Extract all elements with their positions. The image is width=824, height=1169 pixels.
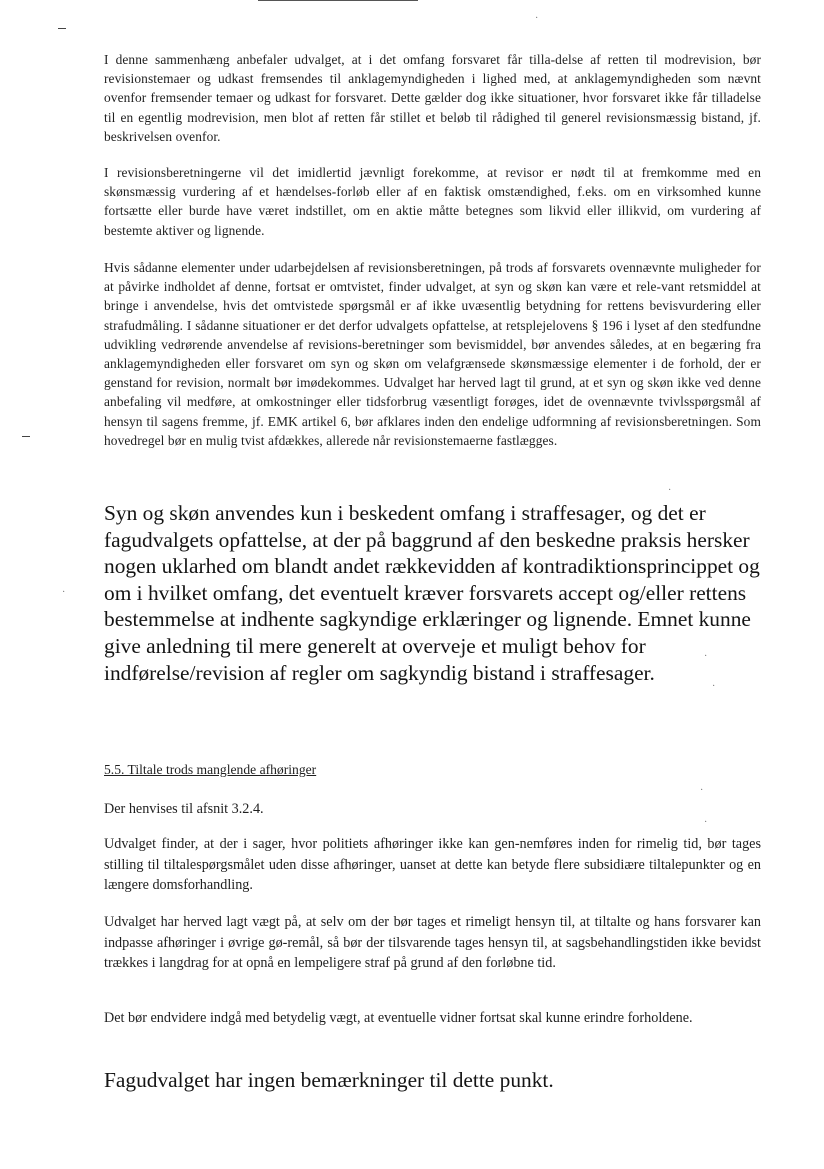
- scan-top-rule: [258, 0, 418, 1]
- margin-mark: [22, 436, 30, 437]
- scan-speck: ·: [668, 485, 672, 496]
- paragraph-henvisning: Der henvises til afsnit 3.2.4.: [104, 801, 264, 817]
- paragraph-vidner: Det bør endvidere indgå med betydelig vægt, at eventuelle vidner fortsat skal kunne erindre forholdene.: [104, 1010, 693, 1026]
- paragraph-skoensmaessig-vurdering: I revisionsberetningerne vil det imidlertid jævnligt forekomme, at revisor er nødt til at fremkomme med en skønsmæssig vurdering af et hændelses-forløb eller af en faktisk omstændighed, f.eks. om en virksomhed kunne fortsætte eller burde have været indstillet, om en aktie måtte betegnes som likvid eller illikvid, om vurdering af bestemte aktiver og lignende.: [104, 165, 761, 238]
- paragraph-syn-og-skoen: Hvis sådanne elementer under udarbejdelsen af revisionsberetningen, på trods af forsvarets ovennævnte muligheder for at påvirke indholdet af denne, fortsat er omtvistet, finder udvalget, at syn og skøn kan være et rele-vant retsmiddel at bringe i anvendelse, hvis det omtvistede spørgsmål er af ikke uvæsentlig betydning for rettens bevisvurdering eller strafudmåling. I sådanne situationer er det derfor udvalgets opfattelse, at retsplejelovens § 196 i lyset af den stedfundne udvikling vedrørende anvendelse af revisions-beretninger som bevismiddel, bør anvendes således, at en begæring fra anklagemyndigheden eller forsvaret om syn og skøn om velafgrænsede skønsmæssige elementer i de forhold, der er genstand for revision, normalt bør imødekommes. Udvalget har herved lagt til grund, at et syn og skøn ikke ved denne anbefaling vil medføre, at omkostninger eller tidsforbrug væsentligt forøges, idet de ovennævnte tvivlsspørgsmål af hensyn til sagens fremme, jf. EMK artikel 6, bør afklares inden den endelige udformning af revisionsberetningen. Som hovedregel bør en mulig tvist afdækkes, allerede når revisionstemaerne fastlægges.: [104, 260, 761, 448]
- fagudvalg-statement-syn-og-skoen: Syn og skøn anvendes kun i beskedent omfang i straffesager, og det er fagudvalgets opfattelse, at der på baggrund af den beskedne praksis hersker nogen uklarhed om blandt andet rækkevidden af kontradiktionsprincippet og om i hvilket omfang, det eventuelt kræver forsvarets accept og/eller rettens bestemmelse at indhente sagkyndige erklæringer og lignende. Emnet kunne give anledning til mere generelt at overveje et muligt behov for indførelse/revision af regler om sagkyndig bistand i straffesager.: [104, 501, 760, 685]
- scan-speck: ·: [62, 587, 66, 598]
- scan-speck: ·: [704, 651, 708, 662]
- scan-speck: ·: [712, 681, 716, 692]
- paragraph-tiltalespoergsmaal: Udvalget finder, at der i sager, hvor politiets afhøringer ikke kan gen-nemføres inden for rimelig tid, bør tages stilling til tiltalespørgsmålet uden disse afhøringer, uanset at dette kan betyde flere subsidiære tiltalepunkter og en længere domsforhandling.: [104, 836, 761, 894]
- scan-speck: ·: [704, 817, 708, 828]
- paragraph-modrevision: I denne sammenhæng anbefaler udvalget, at i det omfang forsvaret får tilla-delse af retten til modrevision, bør revisionstemaer og udkast fremsendes til anklagemyndigheden i lighed med, at anklagemyndigheden som nævnt ovenfor fremsender temaer og udkast for forsvaret. Dette gælder dog ikke situationer, hvor forsvaret ikke får tilladelse til en egentlig modrevision, men blot af retten får stillet et beløb til rådighed til generel revisionsmæssig bistand, jf. beskrivelsen ovenfor.: [104, 52, 761, 144]
- margin-mark: [58, 28, 66, 29]
- fagudvalg-statement-no-remarks: Fagudvalget har ingen bemærkninger til dette punkt.: [104, 1068, 554, 1092]
- scan-speck: ·: [700, 785, 704, 796]
- scan-speck: ·: [535, 13, 539, 24]
- section-heading-5-5: 5.5. Tiltale trods manglende afhøringer: [104, 762, 317, 777]
- paragraph-hensyn-til-tiltalte: Udvalget har herved lagt vægt på, at selv om der bør tages et rimeligt hensyn til, at tiltalte og hans forsvarer kan indpasse afhøringer i øvrige gø-remål, så bør der tilsvarende tages hensyn til, at sagsbehandlingstiden ikke bevidst trækkes i langdrag for at opnå en lempeligere straf på grund af den forløbne tid.: [104, 914, 761, 972]
